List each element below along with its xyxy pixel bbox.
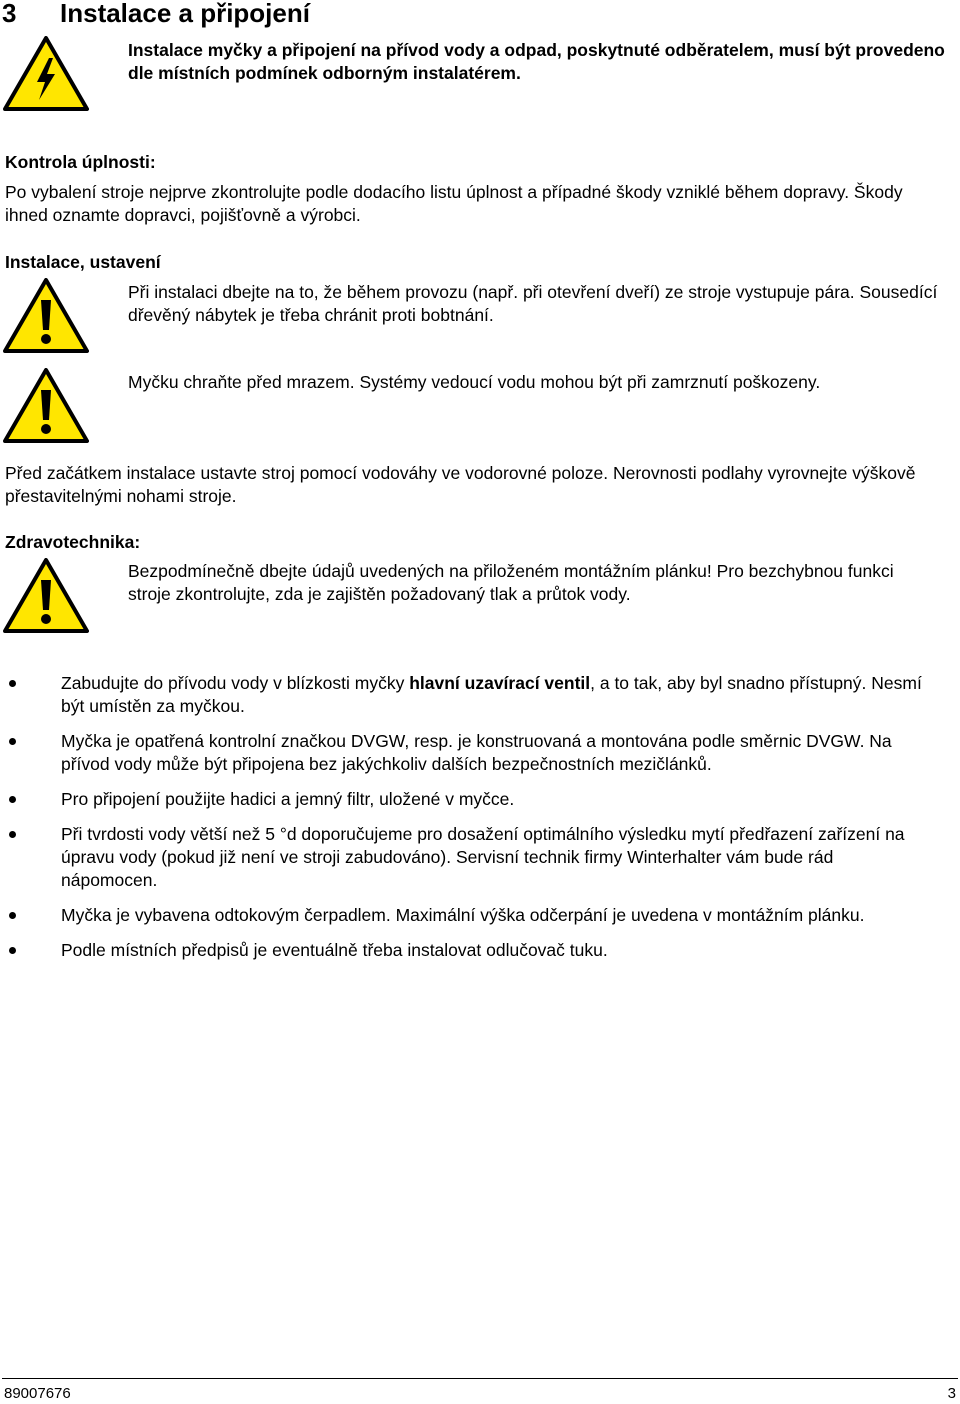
main-valve-emphasis: hlavní uzavírací ventil [409,673,591,693]
instalace-heading: Instalace, ustavení [5,252,161,272]
footer-doc-number: 89007676 [4,1385,71,1402]
section-heading [0,0,310,30]
bullet-icon [9,680,16,687]
electric-hazard-icon [3,36,89,112]
list-item: Podle místních předpisů je eventuálně třeba instalovat odlučovač tuku. [0,939,931,962]
bullet-icon [9,796,16,803]
zdravotechnika-heading: Zdravotechnika: [5,532,141,552]
zdravotechnika-warning: Bezpodmínečně dbejte údajů uvedených na přiloženém montážním plánku! Pro bezchybnou funkci stroje zkontrolujte, zda je zajištěn požadovaný tlak a průtok vody. [128,561,894,604]
bullet-icon [9,947,16,954]
bullet-icon [9,912,16,919]
kontrola-text: Po vybalení stroje nejprve zkontrolujte podle dodacího listu úplnost a případné škody vzniklé během dopravy. Škody ihned oznamte dopravci, pojišťovně a výrobci. [5,182,903,225]
intro-warning-text: Instalace myčky a připojení na přívod vody a odpad, poskytnuté odběratelem, musí být provedeno dle místních podmínek odborným instalatérem. [128,40,945,83]
list-item: Při tvrdosti vody větší než 5 °d doporučujeme pro dosažení optimálního výsledku mytí předřazení zařízení na úpravu vody (pokud již není ve stroji zabudováno). Servisní technik firmy Winterhalter vám bude rád nápomocen. [0,823,931,892]
footer-divider [2,1378,958,1379]
instalace-warning-1: Při instalaci dbejte na to, že během provozu (např. při otevření dveří) ze stroje vystupuje pára. Sousedící dřevěný nábytek je třeba chránit proti bobtnání. [128,282,938,325]
warning-icon [3,558,89,634]
section-title: Instalace a připojení [60,0,310,28]
list-item: Myčka je vybavena odtokovým čerpadlem. Maximální výška odčerpání je uvedena v montážním plánku. [0,904,931,927]
kontrola-heading: Kontrola úplnosti: [5,152,156,172]
list-item: Myčka je opatřená kontrolní značkou DVGW, resp. je konstruovaná a montována podle směrnic DVGW. Na přívod vody může být připojena bez jakýchkoliv dalších bezpečnostních mezičlánků. [0,730,931,776]
list-item: Zabudujte do přívodu vody v blízkosti myčky hlavní uzavírací ventil, a to tak, aby byl snadno přístupný. Nesmí být umístěn za myčkou. [0,672,931,718]
instalace-warning-2: Myčku chraňte před mrazem. Systémy vedoucí vodu mohou být při zamrznutí poškozeny. [128,372,821,392]
warning-icon [3,278,89,354]
warning-icon [3,368,89,444]
bullet-icon [9,831,16,838]
instalace-text: Před začátkem instalace ustavte stroj pomocí vodováhy ve vodorovné poloze. Nerovnosti podlahy vyrovnejte výškově přestavitelnými nohami stroje. [5,463,916,506]
footer-page-number: 3 [947,1385,956,1402]
bullet-icon [9,738,16,745]
section-number: 3 [2,0,17,28]
list-item: Pro připojení použijte hadici a jemný filtr, uložené v myčce. [0,788,931,811]
requirements-list [0,672,960,974]
